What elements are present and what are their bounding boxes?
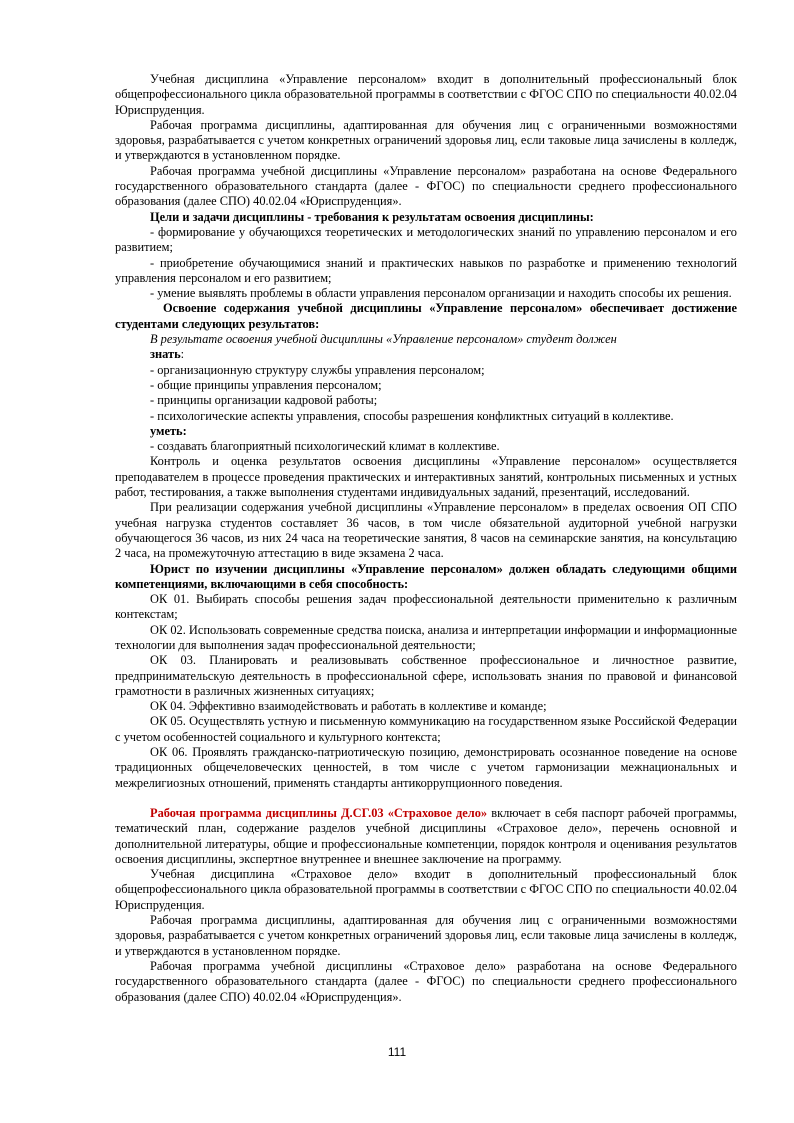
paragraph-text: Учебная дисциплина «Страховое дело» входит в дополнительный профессиональный блок общепрофессионального цикла образовательной программы в соответствии с ФГОС СПО по специальности 40.02.04 Юриспруденция. xyxy=(115,867,737,912)
paragraph-text: ОК 01. Выбирать способы решения задач профессиональной деятельности применительно к различным контекстам; xyxy=(115,592,737,622)
paragraph-text: Контроль и оценка результатов освоения дисциплины «Управление персоналом» осуществляется преподавателем в процессе проведения практических и интерактивных занятий, контрольных письменных и устных работ, тестирования, а также выполнения студентами индивидуальных заданий, презентаций, исследований. xyxy=(115,454,737,500)
paragraph-text: ОК 06. Проявлять гражданско-патриотическую позицию, демонстрировать осознанное поведение на основе традиционных общечеловеческих ценностей, в том числе с учетом гармонизации межнациональных и межрелигиозных отношений, применять стандарты антикоррупционного поведения. xyxy=(115,745,737,790)
paragraph xyxy=(115,164,737,210)
paragraph-text: Цели и задачи дисциплины - требования к результатам освоения дисциплины: xyxy=(150,209,594,224)
paragraph-text: Рабочая программа учебной дисциплины «Страховое дело» разработана на основе Федерального государственного образовательного стандарта (далее - ФГОС) по специальности среднего профессионального образования (далее СПО) 40.02.04 «Юриспруденция». xyxy=(115,958,737,1004)
paragraph xyxy=(115,592,737,623)
paragraph xyxy=(115,699,737,714)
paragraph-text: - создавать благоприятный психологический климат в коллективе. xyxy=(150,439,500,454)
paragraph xyxy=(115,439,737,454)
paragraph xyxy=(115,118,737,164)
paragraph xyxy=(115,424,737,439)
paragraph xyxy=(115,959,737,1005)
paragraph-text: Рабочая программа дисциплины, адаптированная для обучения лиц с ограниченными возможностями здоровья, разрабатывается с учетом конкретных ограничений здоровья лиц, если таковые лица зачислены в колледж, и утверждаются в установленном порядке. xyxy=(115,117,737,163)
paragraph-text: Юрист по изучении дисциплины «Управление персоналом» должен обладать следующими общими компетенциями, включающими в себя способность: xyxy=(115,561,737,591)
paragraph-text: знать xyxy=(150,347,181,362)
paragraph xyxy=(115,210,737,225)
paragraph-text: - приобретение обучающимися знаний и практических навыков по разработке и применению технологий управления персоналом и его развитием; xyxy=(115,255,737,285)
paragraph xyxy=(115,454,737,500)
paragraph-text: Освоение содержания учебной дисциплины «Управление персоналом» обеспечивает достижение студентами следующих результатов: xyxy=(115,301,737,331)
paragraph xyxy=(115,301,737,332)
paragraph-text: - умение выявлять проблемы в области управления персоналом организации и находить способы их решения. xyxy=(150,286,732,301)
paragraph xyxy=(115,286,737,301)
paragraph xyxy=(115,256,737,287)
page-number: 111 xyxy=(387,1045,407,1059)
paragraph xyxy=(115,409,737,424)
paragraph-text: При реализации содержания учебной дисциплины «Управление персоналом» в пределах освоения ОП СПО учебная нагрузка студентов составляет 36 часов, в том числе обязательной аудиторной учебной нагрузки обучающегося 36 часов, из них 24 часа на теоретические занятия, 8 часов на семинарские занятия, на консультацию 2 часа, на промежуточную аттестацию в виде экзамена 2 часа. xyxy=(115,500,737,561)
paragraph xyxy=(115,347,737,362)
paragraph xyxy=(115,745,737,791)
paragraph-text: Рабочая программа дисциплины, адаптированная для обучения лиц с ограниченными возможностями здоровья, разрабатывается с учетом конкретных ограничений здоровья лиц, если таковые лица зачислены в колледж, и утверждаются в установленном порядке. xyxy=(115,913,737,958)
paragraph xyxy=(115,500,737,561)
paragraph-text: В результате освоения учебной дисциплины «Управление персоналом» студент должен xyxy=(150,332,617,347)
paragraph xyxy=(115,225,737,256)
paragraph xyxy=(115,332,737,347)
paragraph xyxy=(115,393,737,408)
paragraph-text: ОК 05. Осуществлять устную и письменную коммуникацию на государственном языке Российской Федерации с учетом особенностей социального и культурного контекста; xyxy=(115,714,737,744)
document-page xyxy=(115,72,737,1005)
section-lead-title: Рабочая программа дисциплины Д.СГ.03 «Страховое дело» xyxy=(150,805,488,820)
paragraph xyxy=(115,363,737,378)
paragraph xyxy=(115,653,737,699)
section-gap xyxy=(115,791,737,806)
section-personnel-management xyxy=(115,72,737,791)
paragraph-text: уметь: xyxy=(150,423,187,438)
section-lead-paragraph xyxy=(115,806,737,867)
paragraph xyxy=(115,378,737,393)
paragraph-text: - психологические аспекты управления, способы разрешения конфликтных ситуаций в коллективе. xyxy=(150,408,674,423)
paragraph xyxy=(115,867,737,913)
paragraph-text: - принципы организации кадровой работы; xyxy=(150,393,378,408)
paragraph xyxy=(115,623,737,654)
paragraph xyxy=(115,72,737,118)
paragraph-text: ОК 03. Планировать и реализовывать собственное профессиональное и личностное развитие, предпринимательскую деятельность в профессиональной сфере, использовать знания по правовой и финансовой грамотности в различных жизненных ситуациях; xyxy=(115,653,737,698)
paragraph-text: ОК 04. Эффективно взаимодействовать и работать в коллективе и команде; xyxy=(150,699,547,714)
section-lead-text: включает в себя паспорт рабочей программы, тематический план, содержание разделов учебной дисциплины «Страховое дело», перечень основной и дополнительной литературы, общие и профессиональные компетенции, порядок контроля и оценивания результатов освоения дисциплины, экспертное внутреннее и внешнее заключение на программу. xyxy=(115,805,737,866)
paragraph-text: - общие принципы управления персоналом; xyxy=(150,377,382,392)
paragraph xyxy=(115,562,737,593)
paragraph-text: ОК 02. Использовать современные средства поиска, анализа и интерпретации информации и информационные технологии для выполнения задач профессиональной деятельности; xyxy=(115,622,737,652)
paragraph-text: Рабочая программа учебной дисциплины «Управление персоналом» разработана на основе Федерального государственного образовательного стандарта (далее - ФГОС) по специальности среднего профессионального образования (далее СПО) 40.02.04 «Юриспруденция». xyxy=(115,163,737,209)
paragraph-text: Учебная дисциплина «Управление персоналом» входит в дополнительный профессиональный блок общепрофессионального цикла образовательной программы в соответствии с ФГОС СПО по специальности 40.02.04 Юриспруденция. xyxy=(115,72,737,117)
paragraph xyxy=(115,913,737,959)
paragraph-text: - организационную структуру службы управления персоналом; xyxy=(150,362,485,377)
paragraph-suffix: : xyxy=(180,347,185,362)
paragraph-text: - формирование у обучающихся теоретических и методологических знаний по управлению персоналом и его развитием; xyxy=(115,224,737,255)
paragraph xyxy=(115,714,737,745)
section-insurance xyxy=(115,806,737,1005)
